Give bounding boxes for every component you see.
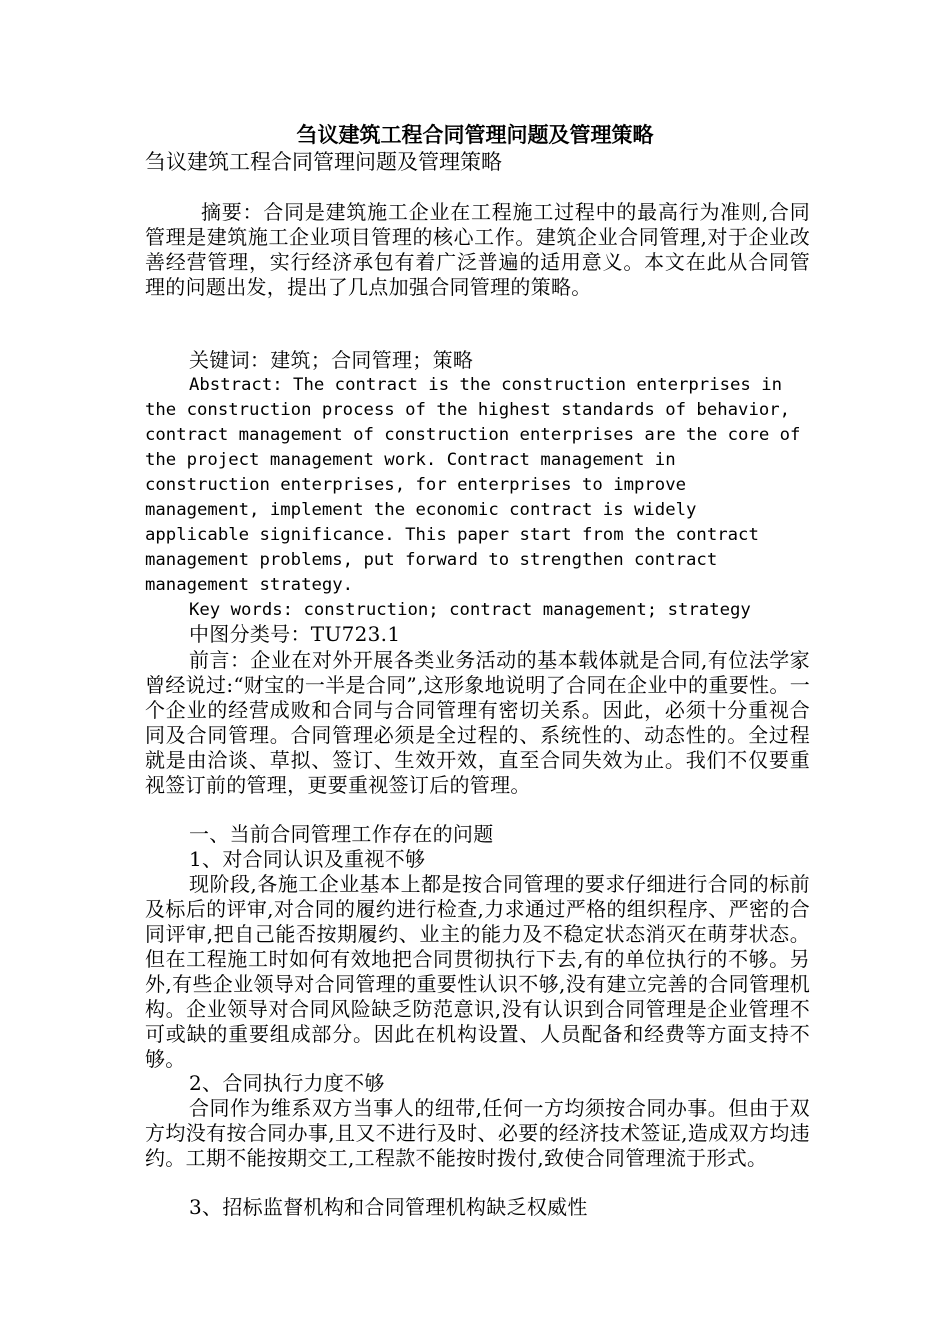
subsection-1-heading: 1、对合同认识及重视不够 [189, 847, 426, 871]
subsection-3-heading: 3、招标监督机构和合同管理机构缺乏权威性 [189, 1195, 588, 1219]
abstract-english: Abstract: The contract is the construction enterprises in the construction process of the highest standards of behavior, contract management of construction enterprises are the core of the project management work. Contract management in construction enterprises, for enterprises to improve management, implement the economic contract is widely applicable significance. This paper start from the contract management problems, put forward to strengthen contract management strategy. [145, 375, 801, 595]
document-title: 刍议建筑工程合同管理问题及管理策略 [296, 122, 654, 147]
document-subtitle: 刍议建筑工程合同管理问题及管理策略 [145, 150, 502, 174]
classification-number: 中图分类号：TU723.1 [189, 622, 401, 646]
subsection-2-heading: 2、合同执行力度不够 [189, 1071, 385, 1095]
keywords-chinese: 关键词：建筑；合同管理；策略 [189, 348, 474, 372]
subsection-1-body: 现阶段,各施工企业基本上都是按合同管理的要求仔细进行合同的标前及标后的评审,对合同的履约进行检查,力求通过严格的组织程序、严密的合同评审,把自己能否按期履约、业主的能力及不稳定状态消灭在萌芽状态。但在工程施工时如何有效地把合同贯彻执行下去,有的单位执行的不够。另外,有些企业领导对合同管理的重要性认识不够,没有建立完善的合同管理机构。企业领导对合同风险缺乏防范意识,没有认识到合同管理是企业管理不可或缺的重要组成部分。因此在机构设置、人员配备和经费等方面支持不够。 [145, 872, 810, 1071]
subsection-2-body: 合同作为维系双方当事人的纽带,任何一方均须按合同办事。但由于双方均没有按合同办事,且又不进行及时、必要的经济技术签证,造成双方均违约。工期不能按期交工,工程款不能按时拨付,致使合同管理流于形式。 [145, 1096, 810, 1170]
keywords-english: Key words: construction; contract management; strategy [189, 600, 751, 620]
preface-paragraph: 前言：企业在对外开展各类业务活动的基本载体就是合同,有位法学家曾经说过:“财宝的一半是合同”,这形象地说明了合同在企业中的重要性。一个企业的经营成败和合同与合同管理有密切关系。因此，必须十分重视合同及合同管理。合同管理必须是全过程的、系统性的、动态性的。全过程就是由洽谈、草拟、签订、生效开效，直至合同失效为止。我们不仅要重视签订前的管理，更要重视签订后的管理。 [145, 648, 810, 797]
abstract-chinese: 摘要：合同是建筑施工企业在工程施工过程中的最高行为准则,合同管理是建筑施工企业项目管理的核心工作。建筑企业合同管理,对于企业改善经营管理，实行经济承包有着广泛普遍的适用意义。本文在此从合同管理的问题出发，提出了几点加强合同管理的策略。 [145, 200, 810, 299]
section-1-heading: 一、当前合同管理工作存在的问题 [189, 822, 494, 846]
